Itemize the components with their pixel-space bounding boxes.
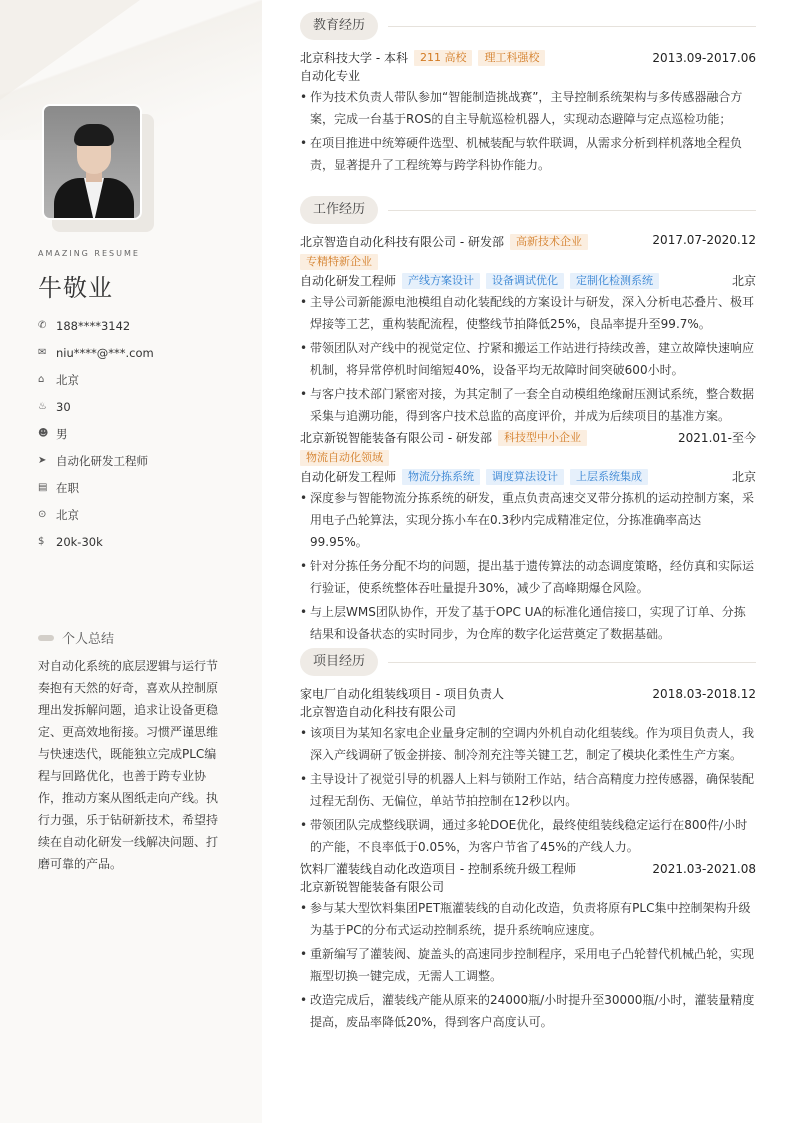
education-date: 2013.09-2017.06 <box>652 50 756 65</box>
salary-icon: $ <box>38 536 45 547</box>
gender-icon: ☻ <box>38 428 49 439</box>
candidate-name: 牛敬业 <box>38 274 113 302</box>
job-bullet: • 针对分拣任务分配不均的问题，提出基于遗传算法的动态调度策略，经仿真和实际运行验证，使系统整体吞吐量提升30%，减少了高峰期爆仓风险。 <box>300 555 756 599</box>
education-header <box>300 11 756 41</box>
avatar <box>42 104 154 232</box>
job-city: 北京 <box>731 274 756 288</box>
projects-title: 项目经历 <box>300 648 378 676</box>
education-section <box>300 11 756 176</box>
education-row <box>300 49 756 66</box>
cake-icon: ♨ <box>38 401 47 412</box>
job-city: 北京 <box>731 470 756 484</box>
project-bullet: • 参与某大型饮料集团PET瓶灌装线的自动化改造，负责将原有PLC集中控制架构升级为基于PC的分布式运动控制系统，提升系统响应速度。 <box>300 897 756 941</box>
job-role: 自动化研发工程师 <box>300 274 397 288</box>
work-header <box>300 195 756 225</box>
info-row-phone <box>38 312 154 339</box>
skill-tag: 定制化检测系统 <box>570 273 659 289</box>
skill-tag: 物流分拣系统 <box>402 469 480 485</box>
section-divider <box>388 26 756 27</box>
project-bullet: • 带领团队完成整线联调，通过多轮DOE优化，最终使组装线稳定运行在800件/小时的产能，不良率低于0.05%，为客户节省了45%的产线人力。 <box>300 814 756 858</box>
project-entry <box>300 685 756 858</box>
company-tag: 专精特新企业 <box>300 254 378 270</box>
education-row-left <box>300 49 545 66</box>
job-role-left <box>300 468 648 485</box>
education-bullet: • 在项目推进中统筹硬件选型、机械装配与软件联调，从需求分析到样机落地全程负责，显著提升了工程统筹与跨学科协作能力。 <box>300 132 756 176</box>
job-header-left <box>300 233 650 270</box>
email-text: niu****@***.com <box>56 345 154 360</box>
contact-info <box>38 312 154 555</box>
job-header-row <box>300 233 756 270</box>
education-major: 自动化专业 <box>300 69 361 83</box>
send-icon: ➤ <box>38 455 47 466</box>
info-row-gender <box>38 420 154 447</box>
info-row-salary <box>38 528 154 555</box>
info-row-city <box>38 501 154 528</box>
info-row-status <box>38 474 154 501</box>
home-icon: ⌂ <box>38 374 45 385</box>
job-role-row <box>300 272 756 289</box>
school-name: 北京科技大学 - 本科 <box>300 51 408 65</box>
job-header-row <box>300 429 756 466</box>
summary-title: 个人总结 <box>62 632 115 647</box>
project-entry <box>300 860 756 1033</box>
info-row-position <box>38 447 154 474</box>
education-title: 教育经历 <box>300 12 378 40</box>
phone-text: 188****3142 <box>56 318 131 333</box>
job-header-left <box>300 429 650 466</box>
summary-text: 对自动化系统的底层逻辑与运行节奏抱有天然的好奇，喜欢从控制原理出发拆解问题，追求让设备更稳定、更高效地衔接。习惯严谨思维与快速迭代，既能独立完成PLC编程与回路优化，也善于跨专业协作，推动方案从图纸走向产线。执行力强，乐于钻研新技术，希望持续在自动化研发一线解决问题、打磨可靠的产品。 <box>38 659 219 871</box>
summary-header <box>38 628 114 647</box>
sidebar <box>0 0 262 1123</box>
job-entry <box>300 233 756 427</box>
job-role-left <box>300 272 659 289</box>
job-role-row <box>300 468 756 485</box>
job-date: 2017.07-2020.12 <box>652 233 756 247</box>
project-date: 2018.03-2018.12 <box>652 686 756 701</box>
company-tag: 高新技术企业 <box>510 234 588 250</box>
project-bullet: • 该项目为某知名家电企业量身定制的空调内外机自动化组装线。作为项目负责人，我深入产线调研了钣金拼接、制冷剂充注等关键工艺，制定了模块化柔性生产方案。 <box>300 722 756 766</box>
project-name: 家电厂自动化组装线项目 - 项目负责人 <box>300 687 504 701</box>
project-bullet: • 重新编写了灌装阀、旋盖头的高速同步控制程序，采用电子凸轮替代机械凸轮，实现瓶型切换一键完成，无需人工调整。 <box>300 943 756 987</box>
job-company: 北京新锐智能装备有限公司 - 研发部 <box>300 431 492 445</box>
resume-tagline: AMAZING RESUME <box>38 249 140 258</box>
project-org: 北京智造自动化科技有限公司 <box>300 705 457 719</box>
position-text: 自动化研发工程师 <box>56 453 148 468</box>
project-date: 2021.03-2021.08 <box>652 861 756 876</box>
work-section <box>300 195 756 645</box>
job-bullet: • 与上层WMS团队协作，开发了基于OPC UA的标准化通信接口，实现了订单、分拣结果和设备状态的实时同步，为仓库的数字化运营奠定了数据基础。 <box>300 601 756 645</box>
summary-bar-decoration <box>38 635 54 641</box>
project-org: 北京新锐智能装备有限公司 <box>300 880 445 894</box>
job-bullet: • 带领团队对产线中的视觉定位、拧紧和搬运工作站进行持续改善，建立故障快速响应机制，将异常停机时间缩短40%，设备平均无故障时间突破600小时。 <box>300 337 756 381</box>
job-entry <box>300 429 756 645</box>
phone-icon: ✆ <box>38 320 47 331</box>
job-company: 北京智造自动化科技有限公司 - 研发部 <box>300 235 504 249</box>
skill-tag: 产线方案设计 <box>402 273 480 289</box>
school-tag: 211 高校 <box>414 50 473 66</box>
city-text: 北京 <box>56 507 79 522</box>
project-bullet: • 主导设计了视觉引导的机器人上料与锁附工作站，结合高精度力控传感器，确保装配过程无刮伤、无偏位，单站节拍控制在12秒以内。 <box>300 768 756 812</box>
company-tag: 科技型中小企业 <box>498 430 587 446</box>
school-tag: 理工科强校 <box>478 50 545 66</box>
info-row-hometown <box>38 366 154 393</box>
avatar-hair <box>74 124 114 146</box>
section-divider <box>388 662 756 663</box>
avatar-photo <box>42 104 142 220</box>
project-bullet: • 改造完成后，灌装线产能从原来的24000瓶/小时提升至30000瓶/小时，灌装量精度提高，废品率降低20%，得到客户高度认可。 <box>300 989 756 1033</box>
status-text: 在职 <box>56 480 79 495</box>
info-row-email <box>38 339 154 366</box>
salary-text: 20k-30k <box>56 534 103 549</box>
hometown-text: 北京 <box>56 372 79 387</box>
status-icon: ▤ <box>38 482 48 493</box>
mail-icon: ✉ <box>38 347 47 358</box>
company-tag: 物流自动化领域 <box>300 450 389 466</box>
job-bullet: • 与客户技术部门紧密对接，为其定制了一套全自动模组绝缘耐压测试系统，整合数据采集与追溯功能，得到客户技术总监的高度评价，并成为后续项目的基准方案。 <box>300 383 756 427</box>
job-role: 自动化研发工程师 <box>300 470 397 484</box>
skill-tag: 调度算法设计 <box>486 469 564 485</box>
section-divider <box>388 210 756 211</box>
gender-text: 男 <box>56 426 68 441</box>
project-name: 饮料厂灌装线自动化改造项目 - 控制系统升级工程师 <box>300 862 576 876</box>
age-text: 30 <box>56 399 71 414</box>
project-header-row <box>300 685 756 702</box>
project-header-row <box>300 860 756 877</box>
education-bullet: • 作为技术负责人带队参加“智能制造挑战赛”，主导控制系统架构与多传感器融合方案，完成一台基于ROS的自主导航巡检机器人，实现动态避障与定点巡检功能； <box>300 86 756 130</box>
info-row-age <box>38 393 154 420</box>
projects-section <box>300 647 756 1033</box>
location-pin-icon: ⊙ <box>38 509 47 520</box>
skill-tag: 上层系统集成 <box>570 469 648 485</box>
projects-header <box>300 647 756 677</box>
job-bullet: • 主导公司新能源电池模组自动化装配线的方案设计与研发，深入分析电芯叠片、极耳焊接等工艺，重构装配流程，使整线节拍降低25%，良品率提升至99.7%。 <box>300 291 756 335</box>
skill-tag: 设备调试优化 <box>486 273 564 289</box>
work-title: 工作经历 <box>300 196 378 224</box>
job-date: 2021.01-至今 <box>678 431 756 445</box>
job-bullet: • 深度参与智能物流分拣系统的研发，重点负责高速交叉带分拣机的运动控制方案，采用电子凸轮算法，实现分拣小车在0.3秒内完成精准定位，分拣准确率高达99.95%。 <box>300 487 756 553</box>
